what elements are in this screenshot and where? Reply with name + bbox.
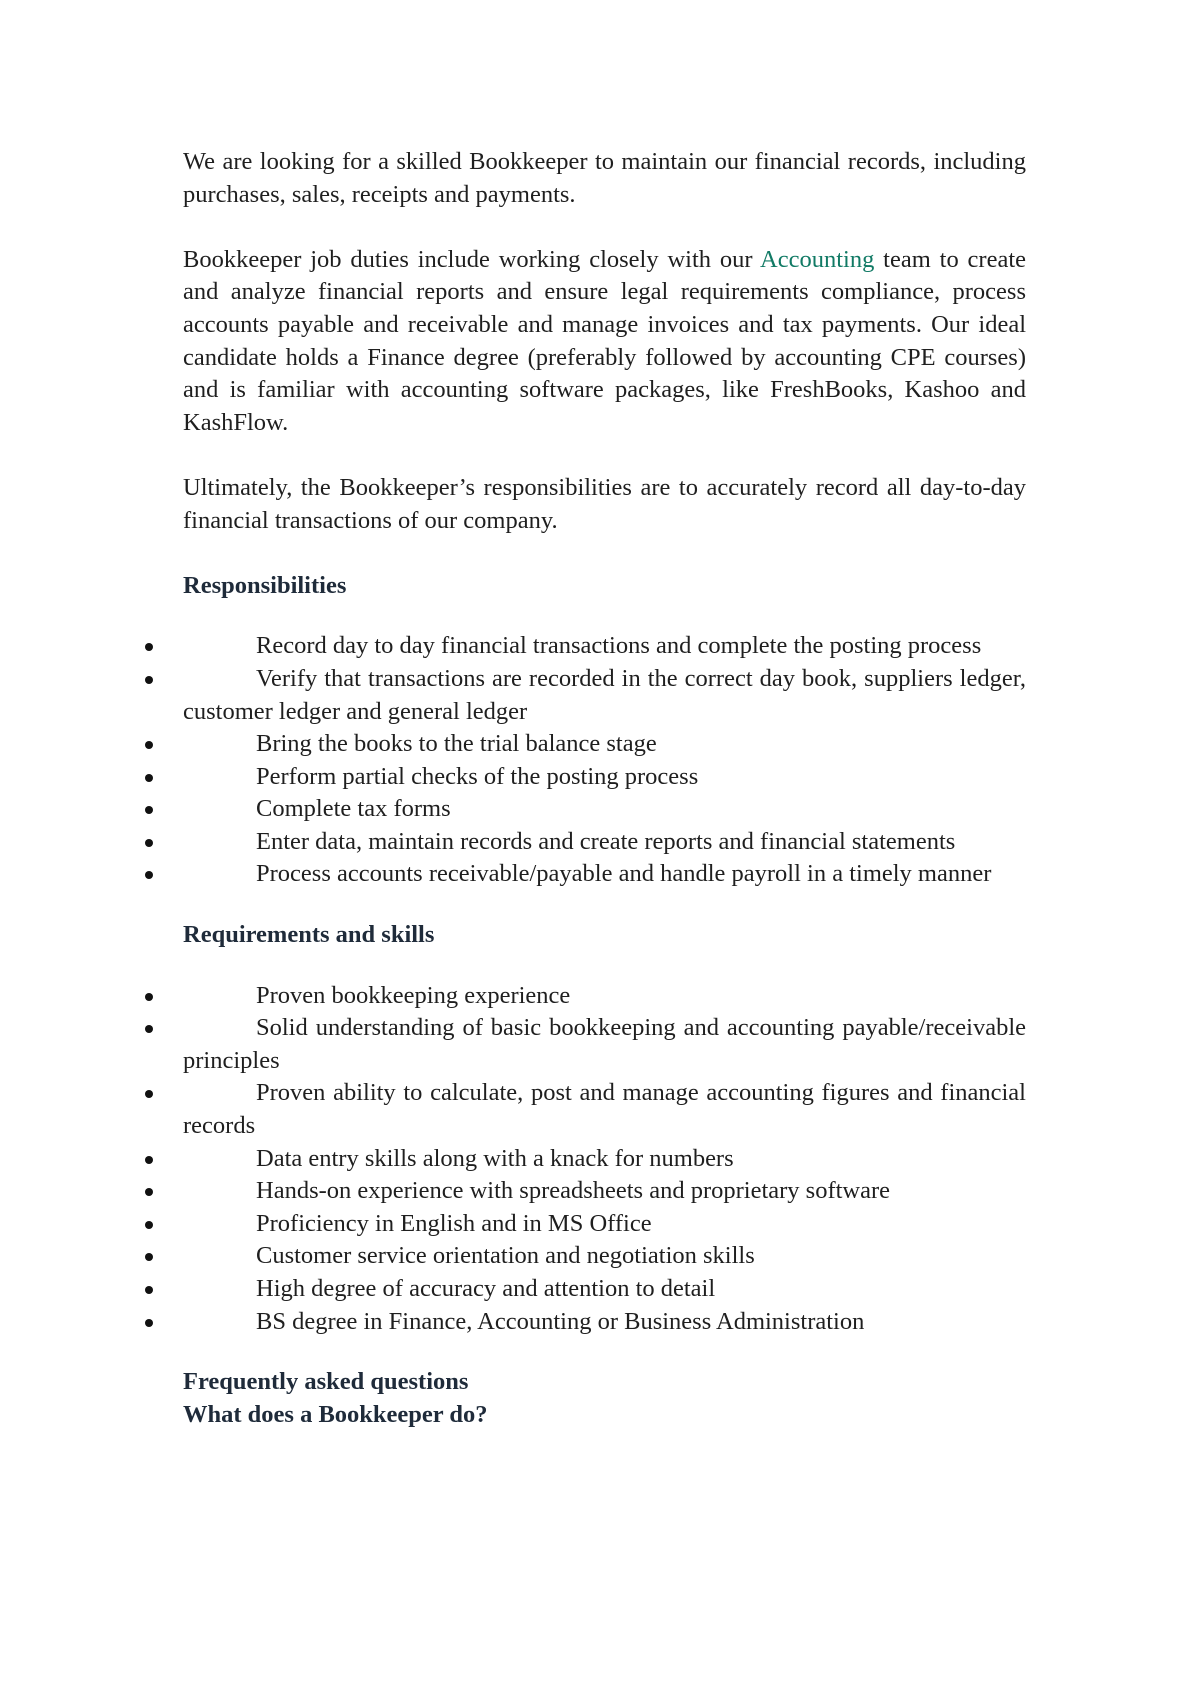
bullet-icon — [145, 1286, 153, 1294]
bullet-icon — [145, 741, 153, 749]
responsibility-item — [183, 630, 1026, 663]
requirement-text: Proficiency in English and in MS Office — [256, 1209, 652, 1237]
faq-heading: Frequently asked questions — [183, 1368, 469, 1396]
requirement-text: Solid understanding of basic bookkeeping and accounting payable/receivable principles — [183, 1014, 1026, 1074]
bullet-icon — [145, 1253, 153, 1261]
bullet-icon — [145, 806, 153, 814]
requirement-text: Hands-on experience with spreadsheets and proprietary software — [256, 1177, 891, 1205]
intro-paragraph-2-end: team to create and analyze financial reports and ensure legal requirements compliance, process accounts payable and receivable and manage invoices and tax payments. Our ideal candidate holds a Finance degree (preferably followed by accounting CPE courses) and is familiar with accounting software packages, like FreshBooks, Kashoo and KashFlow. — [183, 245, 1026, 436]
bullet-icon — [145, 1221, 153, 1229]
responsibility-item — [183, 761, 1026, 794]
responsibility-item — [183, 728, 1026, 761]
responsibility-item — [183, 826, 1026, 859]
bullet-icon — [145, 871, 153, 879]
intro-paragraph-2 — [183, 244, 1026, 440]
requirement-item — [183, 1077, 1026, 1142]
responsibility-text: Process accounts receivable/payable and handle payroll in a timely manner — [256, 860, 992, 888]
responsibilities-list — [183, 630, 1026, 891]
requirement-item — [183, 1273, 1026, 1306]
requirement-text: BS degree in Finance, Accounting or Business Administration — [256, 1307, 865, 1335]
responsibility-text: Record day to day financial transactions and complete the posting process — [256, 632, 982, 660]
responsibility-text: Verify that transactions are recorded in the correct day book, suppliers ledger, customer ledger and general ledger — [183, 664, 1026, 725]
faq-question: What does a Bookkeeper do? — [183, 1400, 488, 1428]
responsibility-text: Perform partial checks of the posting process — [256, 762, 699, 790]
bullet-icon — [145, 1156, 153, 1164]
responsibility-item — [183, 793, 1026, 826]
bullet-icon — [145, 774, 153, 782]
responsibilities-heading: Responsibilities — [183, 571, 347, 599]
requirement-text: Proven bookkeeping experience — [256, 981, 571, 1009]
responsibility-text: Enter data, maintain records and create reports and financial statements — [256, 827, 956, 855]
requirement-text: High degree of accuracy and attention to detail — [256, 1275, 716, 1302]
responsibility-text: Bring the books to the trial balance stage — [256, 730, 657, 758]
requirement-item — [183, 1175, 1026, 1208]
requirements-heading: Requirements and skills — [183, 921, 435, 949]
responsibility-item — [183, 663, 1026, 728]
requirement-item — [183, 1240, 1026, 1273]
bullet-icon — [145, 676, 153, 684]
requirement-item — [183, 1012, 1026, 1077]
responsibility-item — [183, 858, 1026, 891]
bullet-icon — [145, 1188, 153, 1196]
requirements-list — [183, 980, 1026, 1339]
requirement-item — [183, 1306, 1026, 1339]
intro-paragraph-3: Ultimately, the Bookkeeper’s responsibilities are to accurately record all day-to-day financial transactions of our company. — [183, 473, 1026, 534]
requirement-item — [183, 1208, 1026, 1241]
requirement-item — [183, 1143, 1026, 1176]
bullet-icon — [145, 1025, 153, 1033]
intro-paragraph-2-start: Bookkeeper job duties include working closely with our — [183, 245, 761, 273]
bullet-icon — [145, 839, 153, 847]
responsibility-text: Complete tax forms — [256, 795, 451, 823]
bullet-icon — [145, 643, 153, 651]
requirement-text: Proven ability to calculate, post and manage accounting figures and financial records — [183, 1079, 1026, 1140]
accounting-link[interactable]: Accounting — [760, 245, 875, 273]
bullet-icon — [145, 1090, 153, 1098]
requirement-text: Data entry skills along with a knack for numbers — [256, 1144, 734, 1172]
bullet-icon — [145, 1319, 153, 1327]
document-content — [183, 146, 1026, 1431]
bullet-icon — [145, 993, 153, 1001]
requirement-item — [183, 980, 1026, 1013]
intro-paragraph-1: We are looking for a skilled Bookkeeper to maintain our financial records, including purchases, sales, receipts and payments. — [183, 148, 1026, 208]
requirement-text: Customer service orientation and negotiation skills — [256, 1242, 755, 1270]
